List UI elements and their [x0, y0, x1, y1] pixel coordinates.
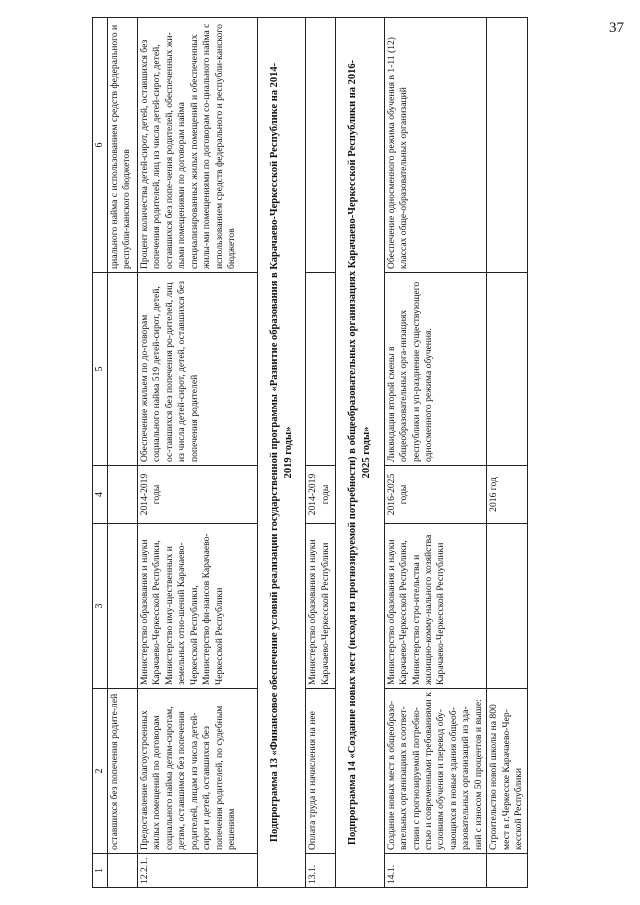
row-term: 2016 год: [487, 466, 527, 524]
section-heading-13: [258, 18, 306, 888]
row-indicator: [306, 18, 336, 273]
page-number: 37: [609, 20, 624, 36]
row-number: 12.2.1.: [138, 854, 258, 888]
section-heading-14: [336, 18, 384, 888]
row-term: 2014-2019 годы: [138, 466, 258, 524]
row-name: Оплата труда и начисления на нее: [306, 689, 336, 854]
header-row: [93, 18, 108, 888]
row-result: [306, 273, 336, 466]
row-executor: [487, 524, 527, 689]
table-row: [306, 18, 336, 888]
subprogram-13-title: Подпрограмма 13 «Финансовое обеспечение условий реализации государственной программы «Развитие образования в Карачаево-Черкесской Республике на 2014-2019 годы»: [258, 18, 306, 888]
row-indicator: [487, 18, 527, 273]
header-col-5: 5: [93, 273, 108, 466]
row-indicator: Обеспечение односменного режима обучения в 1-11 (12) классах обще-образовательных организаций: [384, 18, 487, 273]
table-row: [108, 18, 138, 888]
row-result: [487, 273, 527, 466]
table-row: [138, 18, 258, 888]
row-name: Строительство новой школы на 800 мест в г.Черкесске Карачаево-Чер-кесской Республики: [487, 689, 527, 854]
row-number: [108, 854, 138, 888]
row-indicator: Процент количества детей-сирот, детей, оставшихся без попечения родителей, лиц из числа детей-сирот, детей, оставшихся без попе-чения родителей, обеспеченных жи-лыми помещениями по договорам найма специализированных жилых помещений и обеспеченных жилы-ми помещениями по договорам со-циального найма с использованием средств федерального и республи-канского бюджетов: [138, 18, 258, 273]
row-term: 2016-2025 годы: [384, 466, 487, 524]
row-result: Обеспечение жильем по до-говорам социального найма 519 детей-сирот, детей, ос-тавшихся без попечения ро-дителей, лиц из числа детей-сирот, детей, оставшихся без попечения родителей: [138, 273, 258, 466]
row-number: 14.1.: [384, 854, 487, 888]
row-term: [108, 466, 138, 524]
row-executor: [108, 524, 138, 689]
row-result: [108, 273, 138, 466]
header-col-4: 4: [93, 466, 108, 524]
header-col-3: 3: [93, 524, 108, 689]
header-col-6: 6: [93, 18, 108, 273]
header-col-1: 1: [93, 854, 108, 888]
program-table: [92, 17, 528, 888]
row-term: 2014-2019 годы: [306, 466, 336, 524]
row-name: оставшихся без попечения родите-лей: [108, 689, 138, 854]
rotated-table-container: [92, 18, 617, 888]
table-row: [384, 18, 487, 888]
row-result: Ликвидация второй смены в общеобразовательных орга-низациях республики и уп-разднение существующего односменного режима обучения.: [384, 273, 487, 466]
row-executor: Министерство образования и науки Карачаево-Черкесской Республики: [306, 524, 336, 689]
row-number: [487, 854, 527, 888]
row-executor: Министерство образования и науки Карачаево-Черкесской Республики, Министерство иму-щественных и земельных отно-шений Карачаево-Черкесской Республики, Министерство фи-нансов Карачаево-Черкесской Республики: [138, 524, 258, 689]
row-executor: Министерство образования и науки Карачаево-Черкесской Республики, Министерство стро-ительства и жилищно-комму-нального хозяйства Карачаево-Черкесской Республики: [384, 524, 487, 689]
row-name: Создание новых мест в общеобразо-вательных организациях в соответ-ствии с прогнозируемой потребно-стью и современными требованиями к условиям обучения и перевод обу-чающихся в новые здания общеоб-разовательных организаций из зда-ний с износом 50 процентов и выше:: [384, 689, 487, 854]
table-row: [487, 18, 527, 888]
row-name: Предоставление благоустроенных жилых помещений по договорам социального найма детям-сиротам, детям, оставшимся без попечения родителей, лицам из числа детей-сирот и детей, оставшихся без попечения родителей, по судебным решениям: [138, 689, 258, 854]
subprogram-14-title: Подпрограмма 14 «Создание новых мест (исходя из прогнозируемой потребности) в общеобразовательных организациях Карачаево-Черкесской Республики на 2016-2025 годы»: [336, 18, 384, 888]
header-col-2: 2: [93, 689, 108, 854]
row-indicator: циального найма с использованием средств федерального и республи-канского бюджетов: [108, 18, 138, 273]
row-number: 13.1.: [306, 854, 336, 888]
